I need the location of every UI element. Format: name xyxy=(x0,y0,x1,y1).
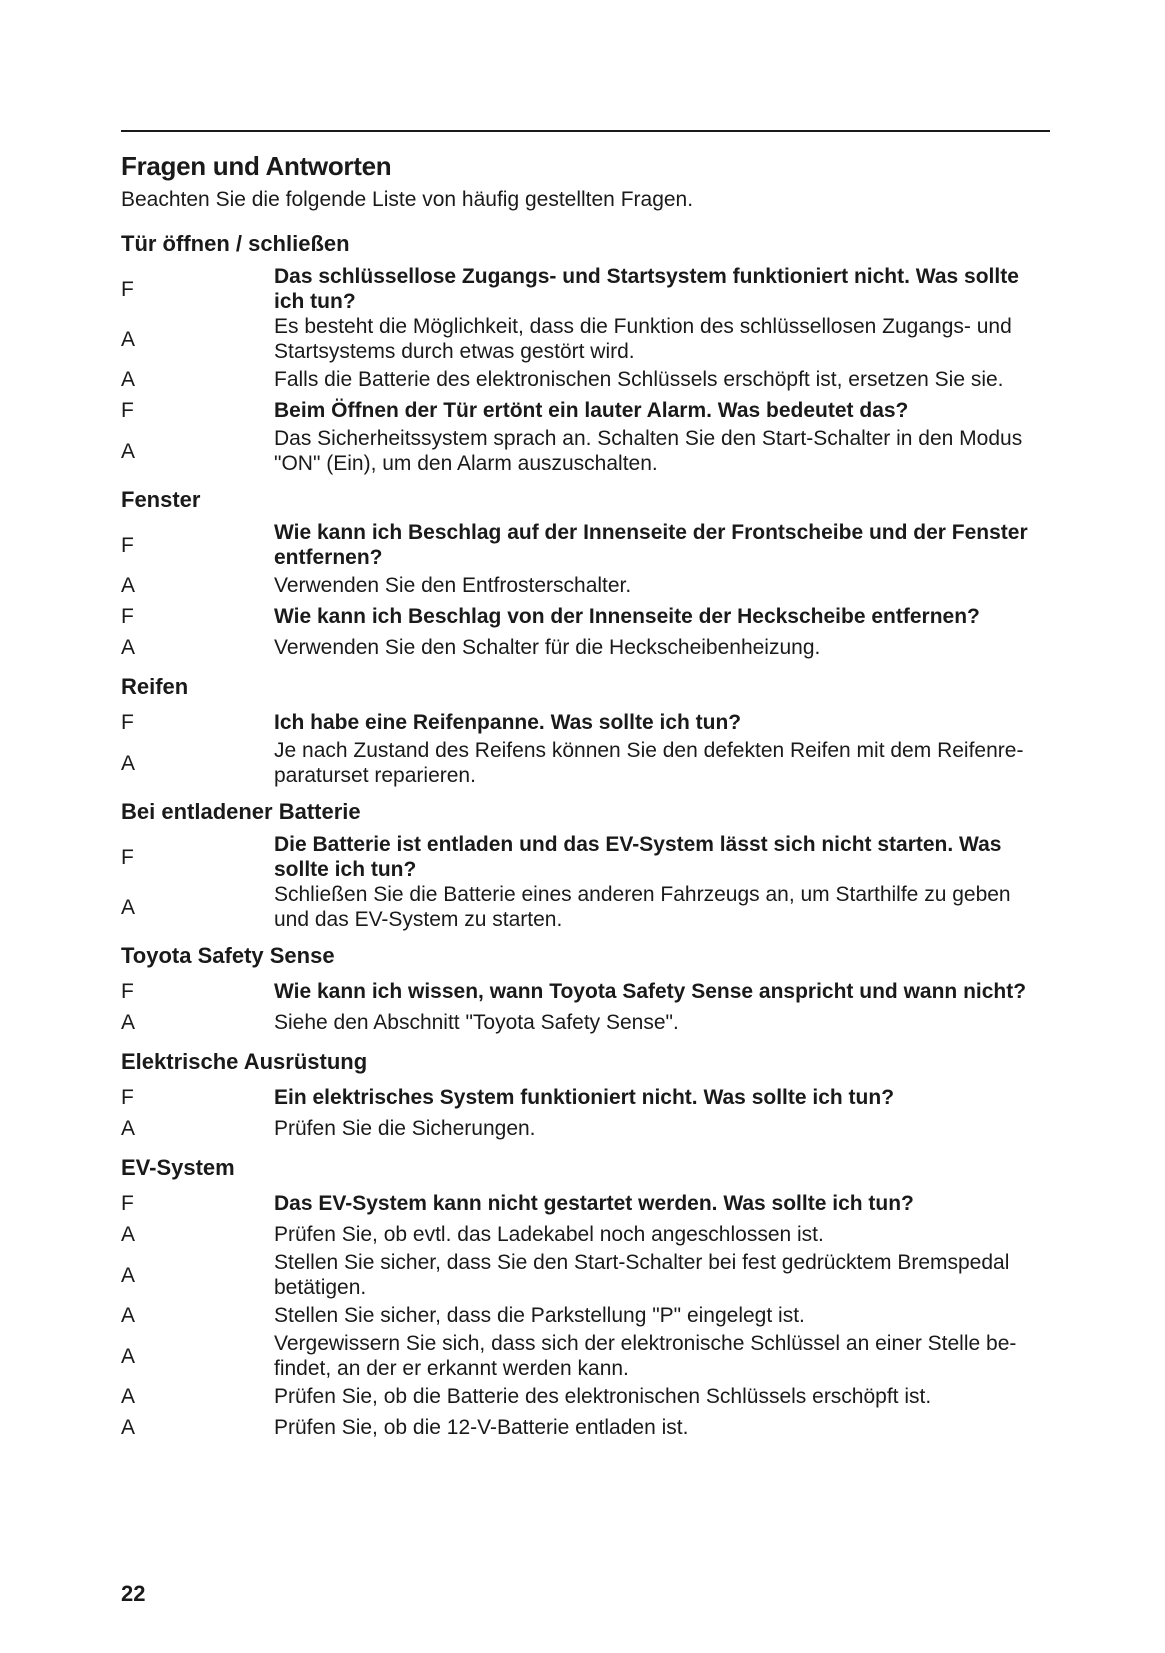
question-marker: F xyxy=(121,980,134,1003)
question-row xyxy=(121,1082,1050,1113)
answer-text: Es besteht die Möglichkeit, dass die Funktion des schlüssellosen Zugangs- und Startsystems durch etwas gestört wird. xyxy=(274,315,1012,363)
faq-section xyxy=(121,486,1050,663)
answer-marker: A xyxy=(121,636,136,659)
question-text: Ich habe eine Reifenpanne. Was sollte ich tun? xyxy=(274,711,742,734)
answer-row xyxy=(121,570,1050,601)
question-marker: F xyxy=(121,277,134,301)
answer-marker: A xyxy=(121,1223,136,1246)
question-marker: F xyxy=(121,1086,134,1109)
answer-row xyxy=(121,314,1050,364)
answer-text: Stellen Sie sicher, dass Sie den Start-Schalter bei fest gedrücktem Bremspedal betätigen. xyxy=(274,1251,1010,1299)
answer-row xyxy=(121,1113,1050,1144)
section-title: EV-System xyxy=(121,1155,235,1180)
answer-marker: A xyxy=(121,1117,136,1140)
question-text: Das EV-System kann nicht gestartet werden. Was sollte ich tun? xyxy=(274,1192,914,1215)
answer-marker: A xyxy=(121,1263,136,1287)
answer-row xyxy=(121,364,1050,395)
faq-section xyxy=(121,230,1050,476)
answer-text: Prüfen Sie, ob evtl. das Ladekabel noch angeschlossen ist. xyxy=(274,1223,824,1246)
answer-text: Siehe den Abschnitt "Toyota Safety Sense". xyxy=(274,1011,679,1034)
answer-row xyxy=(121,882,1050,932)
answer-row xyxy=(121,1300,1050,1331)
faq-section xyxy=(121,673,1050,788)
question-marker: F xyxy=(121,399,134,422)
page-title: Fragen und Antworten xyxy=(121,151,392,181)
answer-marker: A xyxy=(121,1416,136,1439)
answer-text: Falls die Batterie des elektronischen Schlüssels erschöpft ist, ersetzen Sie sie. xyxy=(274,368,1004,391)
answer-text: Das Sicherheitssystem sprach an. Schalten Sie den Start-Schalter in den Modus "ON" (Ein), um den Alarm auszuschalten. xyxy=(274,427,1023,475)
question-text: Wie kann ich Beschlag auf der Innenseite der Frontscheibe und der Fenster entfernen? xyxy=(274,521,1028,569)
answer-row xyxy=(121,632,1050,663)
question-row xyxy=(121,976,1050,1007)
question-row xyxy=(121,264,1050,314)
question-row xyxy=(121,832,1050,882)
answer-marker: A xyxy=(121,327,136,351)
top-rule xyxy=(121,130,1050,132)
question-text: Wie kann ich Beschlag von der Innenseite der Heckscheibe entfernen? xyxy=(274,605,980,628)
question-marker: F xyxy=(121,711,134,734)
intro-text: Beachten Sie die folgende Liste von häufig gestellten Fragen. xyxy=(121,188,694,211)
answer-marker: A xyxy=(121,1304,136,1327)
answer-text: Prüfen Sie, ob die 12-V-Batterie entladen ist. xyxy=(274,1416,689,1439)
section-title: Bei entladener Batterie xyxy=(121,799,361,824)
question-text: Ein elektrisches System funktioniert nicht. Was sollte ich tun? xyxy=(274,1086,895,1109)
question-marker: F xyxy=(121,1192,134,1215)
answer-row xyxy=(121,1412,1050,1443)
answer-text: Verwenden Sie den Entfrosterschalter. xyxy=(274,574,632,597)
section-title: Fenster xyxy=(121,487,201,512)
answer-marker: A xyxy=(121,574,136,597)
answer-marker: A xyxy=(121,439,136,463)
answer-marker: A xyxy=(121,1344,136,1368)
answer-text: Prüfen Sie, ob die Batterie des elektronischen Schlüssels erschöpft ist. xyxy=(274,1385,932,1408)
faq-section xyxy=(121,942,1050,1038)
answer-marker: A xyxy=(121,368,136,391)
question-text: Beim Öffnen der Tür ertönt ein lauter Alarm. Was bedeutet das? xyxy=(274,399,909,422)
faq-section xyxy=(121,1048,1050,1144)
answer-row xyxy=(121,738,1050,788)
answer-row xyxy=(121,1381,1050,1412)
question-row xyxy=(121,520,1050,570)
faq-sections xyxy=(121,230,1050,1443)
question-row xyxy=(121,395,1050,426)
faq-section xyxy=(121,1154,1050,1443)
answer-text: Stellen Sie sicher, dass die Parkstellung "P" eingelegt ist. xyxy=(274,1304,805,1327)
section-title: Reifen xyxy=(121,674,189,699)
question-marker: F xyxy=(121,605,134,628)
question-marker: F xyxy=(121,533,134,557)
section-title: Toyota Safety Sense xyxy=(121,943,335,968)
answer-text: Vergewissern Sie sich, dass sich der elektronische Schlüssel an einer Stelle be-findet, an der er erkannt werden kann. xyxy=(274,1332,1017,1380)
question-text: Das schlüssellose Zugangs- und Startsystem funktioniert nicht. Was sollte ich tun? xyxy=(274,265,1019,313)
question-text: Wie kann ich wissen, wann Toyota Safety Sense anspricht und wann nicht? xyxy=(274,980,1027,1003)
page-number: 22 xyxy=(121,1581,146,1606)
answer-text: Verwenden Sie den Schalter für die Heckscheibenheizung. xyxy=(274,636,821,659)
answer-text: Je nach Zustand des Reifens können Sie den defekten Reifen mit dem Reifenre-paraturset reparieren. xyxy=(274,739,1024,787)
answer-row xyxy=(121,1219,1050,1250)
answer-row xyxy=(121,1007,1050,1038)
question-row xyxy=(121,1188,1050,1219)
answer-marker: A xyxy=(121,1011,136,1034)
answer-marker: A xyxy=(121,1385,136,1408)
answer-text: Schließen Sie die Batterie eines anderen Fahrzeugs an, um Starthilfe zu geben und das EV-System zu starten. xyxy=(274,883,1011,931)
question-marker: F xyxy=(121,845,134,869)
answer-row xyxy=(121,1250,1050,1300)
answer-row xyxy=(121,426,1050,476)
question-row xyxy=(121,707,1050,738)
question-text: Die Batterie ist entladen und das EV-System lässt sich nicht starten. Was sollte ich tun? xyxy=(274,833,1002,881)
answer-marker: A xyxy=(121,895,136,919)
faq-section xyxy=(121,798,1050,932)
section-title: Elektrische Ausrüstung xyxy=(121,1049,368,1074)
question-row xyxy=(121,601,1050,632)
section-title: Tür öffnen / schließen xyxy=(121,231,350,256)
answer-marker: A xyxy=(121,751,136,775)
answer-row xyxy=(121,1331,1050,1381)
answer-text: Prüfen Sie die Sicherungen. xyxy=(274,1117,536,1140)
